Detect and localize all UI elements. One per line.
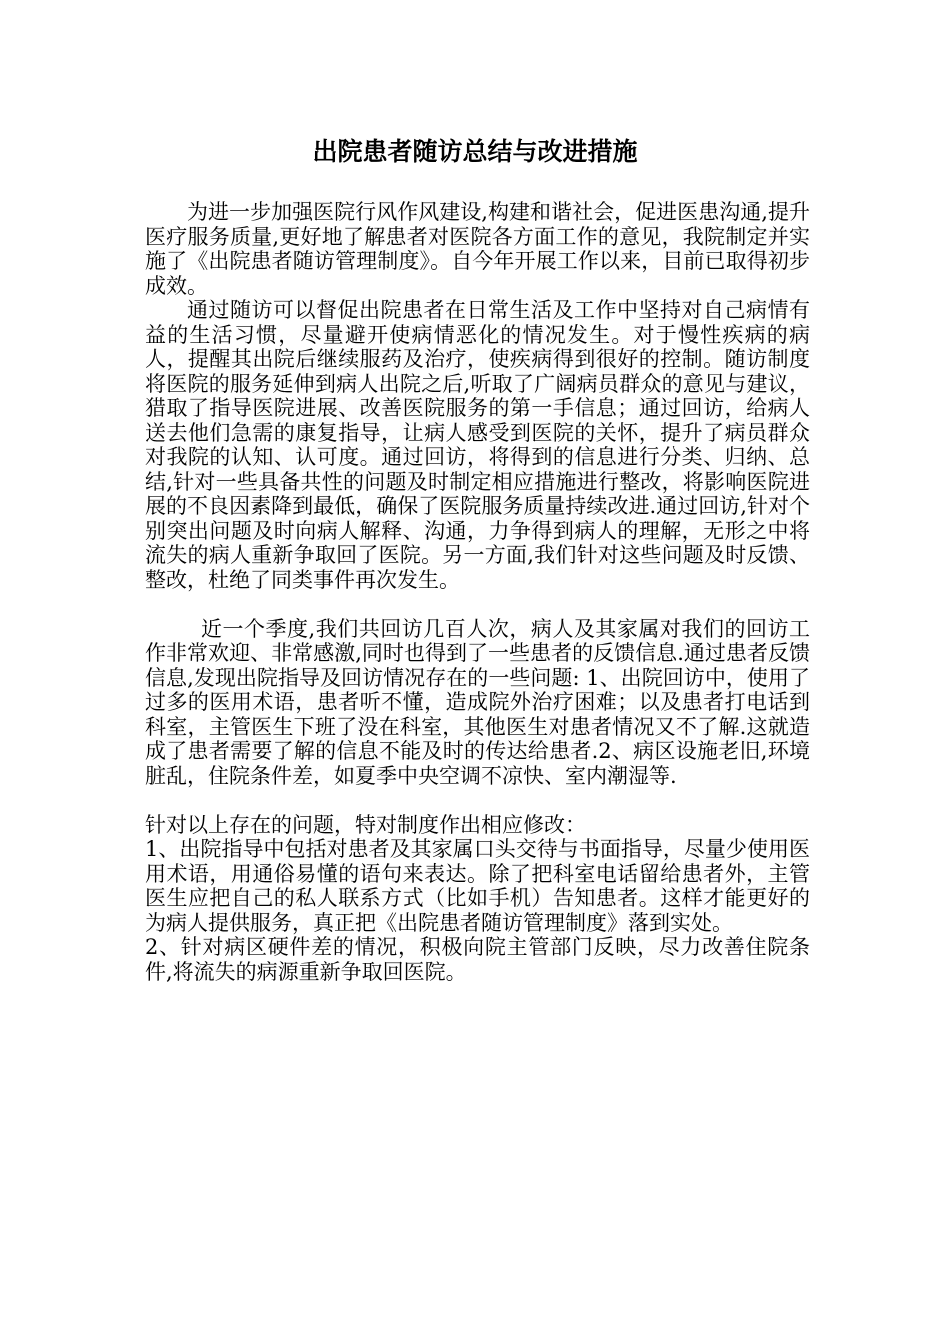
document-title: 出院患者随访总结与改进措施 <box>312 137 638 166</box>
paragraph-intro: 为进一步加强医院行风作风建设,构建和谐社会，促进医患沟通,提升医疗服务质量,更好地了解患者对医院各方面工作的意见，我院制定并实施了《出院患者随访管理制度》。自今年开展工作以来，目前已取得初步成效。 <box>145 200 810 298</box>
paragraph-benefits: 通过随访可以督促出院患者在日常生活及工作中坚持对自己病情有益的生活习惯，尽量避开使病情恶化的情况发生。对于慢性疾病的病人，提醒其出院后继续服药及治疗，使疾病得到很好的控制。随访制度将医院的服务延伸到病人出院之后,听取了广阔病员群众的意见与建议，猎取了指导医院进展、改善医院服务的第一手信息；通过回访，给病人送去他们急需的康复指导，让病人感受到医院的关怀，提升了病员群众对我院的认知、认可度。通过回访，将得到的信息进行分类、归纳、总结,针对一些具备共性的问题及时制定相应措施进行整改，将影响医院进展的不良因素降到最低，确保了医院服务质量持续改进.通过回访,针对个别突出问题及时向病人解释、沟通，力争得到病人的理解，无形之中将流失的病人重新争取回了医院。另一方面,我们针对这些问题及时反馈、整改，杜绝了同类事件再次发生。 <box>145 298 810 592</box>
document-body <box>145 200 810 984</box>
paragraph-measure-1: 1、出院指导中包括对患者及其家属口头交待与书面指导，尽量少使用医用术语，用通俗易懂的语句来表达。除了把科室电话留给患者外，主管医生应把自己的私人联系方式（比如手机）告知患者。这样才能更好的为病人提供服务，真正把《出院患者随访管理制度》落到实处。 <box>145 837 810 935</box>
paragraph-measures-heading: 针对以上存在的问题，特对制度作出相应修改： <box>145 812 586 837</box>
paragraph-feedback: 近一个季度,我们共回访几百人次，病人及其家属对我们的回访工作非常欢迎、非常感激,同时也得到了一些患者的反馈信息.通过患者反馈信息,发现出院指导及回访情况存在的一些问题: 1、出院回访中，使用了过多的医用术语，患者听不懂，造成院外治疗困难；以及患者打电话到科室，主管医生下班了没在科室，其他医生对患者情况又不了解.这就造成了患者需要了解的信息不能及时的传达给患者.2、病区设施老旧,环境脏乱，住院条件差，如夏季中央空调不凉快、室内潮湿等. <box>145 616 810 788</box>
paragraph-measure-2: 2、针对病区硬件差的情况，积极向院主管部门反映，尽力改善住院条件,将流失的病源重新争取回医院。 <box>145 935 810 984</box>
